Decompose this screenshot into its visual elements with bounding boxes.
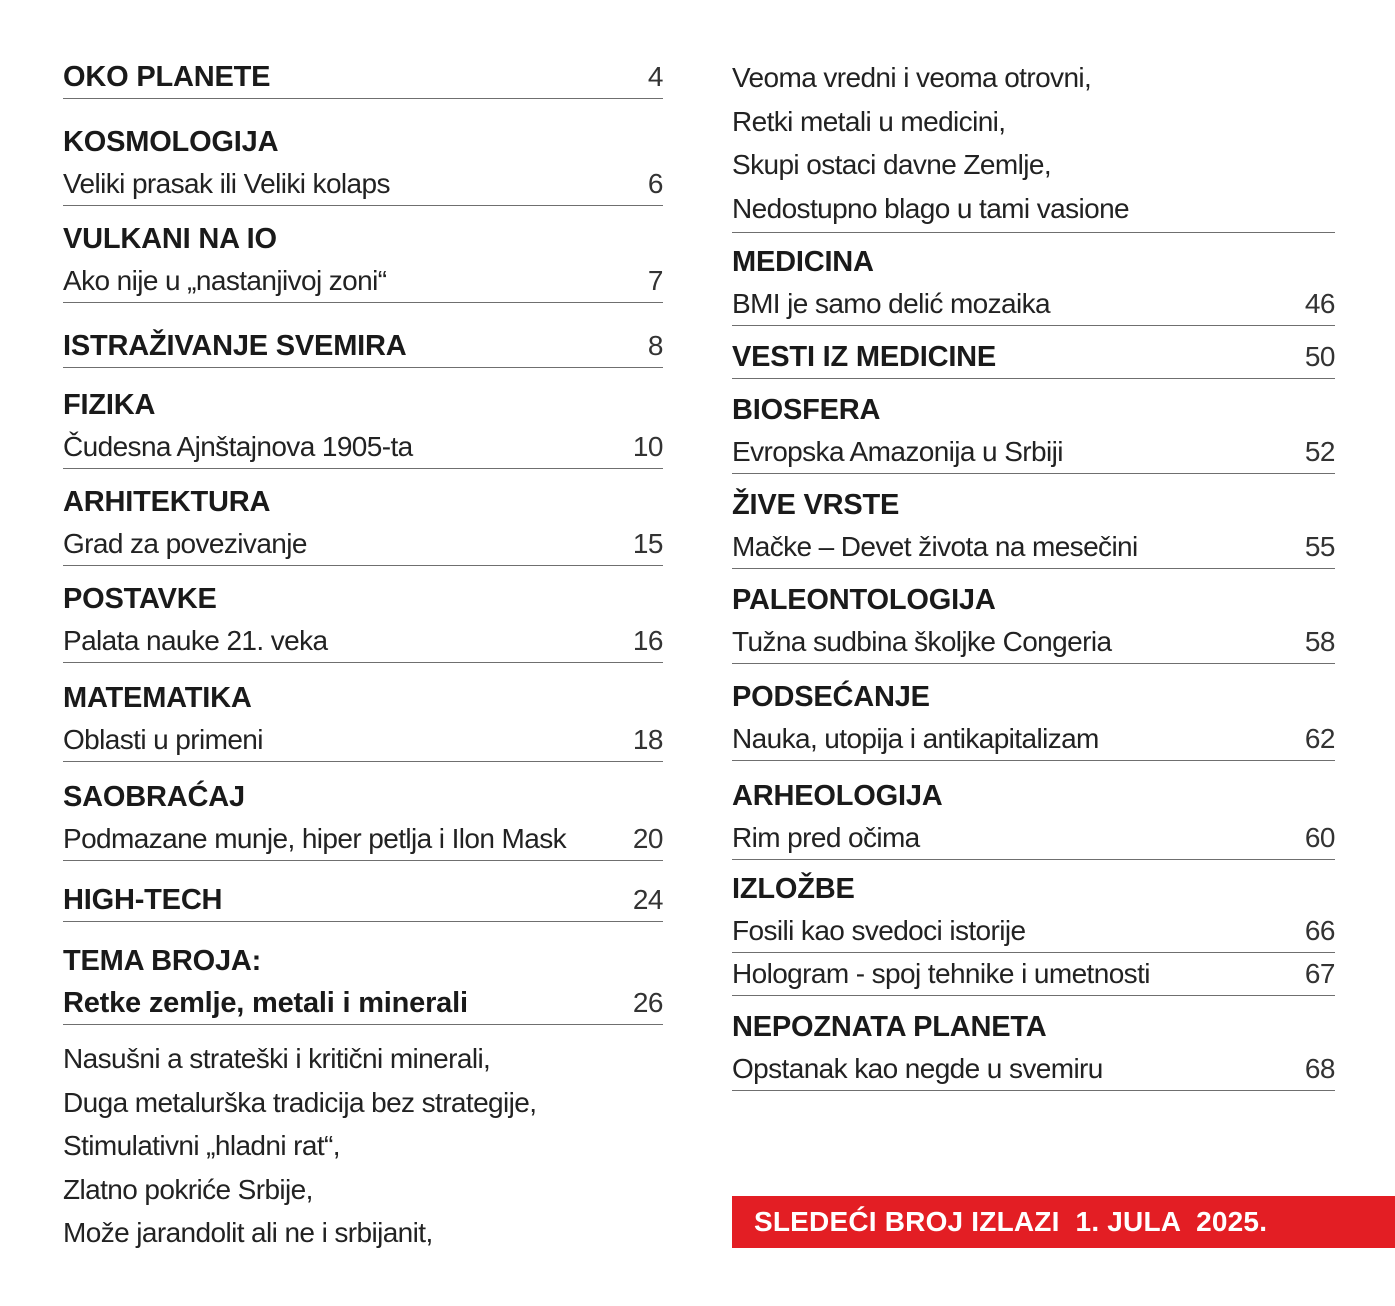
toc-section[interactable] — [732, 775, 1335, 860]
tema-article[interactable]: Stimulativni „hladni rat“, — [63, 1130, 340, 1161]
toc-section[interactable] — [63, 218, 663, 303]
tema-article-list — [63, 1037, 663, 1255]
page-number: 46 — [1304, 288, 1335, 319]
toc-right-column — [732, 56, 1335, 1091]
article-title: Veliki prasak ili Veliki kolaps — [63, 168, 390, 199]
toc-section[interactable] — [63, 879, 663, 922]
page-number: 26 — [632, 987, 663, 1018]
page-number: 16 — [632, 625, 663, 656]
section-title: ŽIVE VRSTE — [732, 489, 900, 521]
page-number: 18 — [632, 724, 663, 755]
section-title: POSTAVKE — [63, 583, 217, 615]
page-number: 55 — [1304, 531, 1335, 562]
article-title: Rim pred očima — [732, 822, 920, 853]
article-title: Tužna sudbina školjke Congeria — [732, 626, 1112, 657]
section-title: MATEMATIKA — [63, 682, 252, 714]
article-title: Evropska Amazonija u Srbiji — [732, 436, 1063, 467]
toc-left-column — [63, 56, 663, 1255]
article-title: BMI je samo delić mozaika — [732, 288, 1051, 319]
article-title: Oblasti u primeni — [63, 724, 263, 755]
page-number: 7 — [647, 265, 663, 296]
toc-section[interactable] — [63, 481, 663, 566]
section-title: IZLOŽBE — [732, 873, 855, 905]
article-title: Grad za povezivanje — [63, 528, 307, 559]
tema-article[interactable]: Veoma vredni i veoma otrovni, — [732, 62, 1092, 93]
page-number: 52 — [1304, 436, 1335, 467]
page-number: 20 — [632, 823, 663, 854]
section-title: OKO PLANETE — [63, 61, 271, 93]
page-number: 10 — [632, 431, 663, 462]
page-number: 50 — [1304, 341, 1335, 372]
page-number: 15 — [632, 528, 663, 559]
article-title: Čudesna Ajnštajnova 1905-ta — [63, 431, 413, 462]
section-title: HIGH-TECH — [63, 884, 223, 916]
toc-section-izlozbe[interactable] — [732, 868, 1335, 996]
article-title: Hologram - spoj tehnike i umetnosti — [732, 958, 1150, 989]
section-title: VESTI IZ MEDICINE — [732, 341, 997, 373]
toc-section[interactable] — [732, 676, 1335, 761]
next-issue-banner: SLEDEĆI BROJ IZLAZI 1. JULA 2025. — [732, 1196, 1395, 1248]
page-number: 58 — [1304, 626, 1335, 657]
tema-article[interactable]: Retki metali u medicini, — [732, 105, 1006, 137]
toc-section[interactable] — [732, 579, 1335, 664]
section-title: TEMA BROJA: — [63, 945, 262, 977]
toc-section[interactable] — [732, 1006, 1335, 1091]
toc-section[interactable] — [63, 56, 663, 99]
section-title: KOSMOLOGIJA — [63, 126, 279, 158]
page-number: 6 — [647, 168, 663, 199]
section-title: SAOBRAĆAJ — [63, 781, 245, 813]
article-title: Mačke – Devet života na mesečini — [732, 531, 1138, 562]
tema-article[interactable]: Skupi ostaci davne Zemlje, — [732, 149, 1052, 180]
section-title: MEDICINA — [732, 246, 874, 278]
section-title: ARHITEKTURA — [63, 486, 271, 518]
toc-section[interactable] — [732, 389, 1335, 474]
tema-subtitle: Retke zemlje, metali i minerali — [63, 987, 468, 1019]
toc-section[interactable] — [63, 121, 663, 206]
toc-section[interactable] — [63, 776, 663, 861]
page-number: 68 — [1304, 1053, 1335, 1084]
article-title: Podmazane munje, hiper petlja i Ilon Mask — [63, 823, 567, 854]
page-number: 62 — [1304, 723, 1335, 754]
page-number: 60 — [1304, 822, 1335, 853]
page-number: 67 — [1304, 958, 1335, 989]
tema-article-list-continued — [732, 56, 1335, 233]
toc-section[interactable] — [63, 578, 663, 663]
article-title: Nauka, utopija i antikapitalizam — [732, 723, 1099, 754]
section-title: BIOSFERA — [732, 394, 881, 426]
tema-broja-section[interactable] — [63, 940, 663, 1025]
section-title: NEPOZNATA PLANETA — [732, 1011, 1047, 1043]
article-title: Fosili kao svedoci istorije — [732, 915, 1026, 946]
section-title: PALEONTOLOGIJA — [732, 584, 996, 616]
page-number: 24 — [632, 884, 663, 915]
toc-section[interactable] — [63, 384, 663, 469]
toc-section[interactable] — [732, 241, 1335, 326]
page-number: 66 — [1304, 915, 1335, 946]
tema-article[interactable]: Može jarandolit ali ne i srbijanit, — [63, 1217, 433, 1248]
section-title: ARHEOLOGIJA — [732, 780, 943, 812]
section-title: PODSEĆANJE — [732, 681, 930, 713]
tema-article[interactable]: Duga metalurška tradicija bez strategije, — [63, 1086, 537, 1118]
toc-section[interactable] — [63, 325, 663, 368]
page-number: 4 — [647, 61, 663, 92]
toc-section[interactable] — [732, 336, 1335, 379]
page-number: 8 — [647, 330, 663, 361]
article-title: Palata nauke 21. veka — [63, 625, 328, 656]
section-title: FIZIKA — [63, 389, 156, 421]
tema-article[interactable]: Nedostupno blago u tami vasione — [732, 192, 1130, 224]
toc-section[interactable] — [63, 677, 663, 762]
tema-article[interactable]: Zlatno pokriće Srbije, — [63, 1173, 313, 1205]
section-title: ISTRAŽIVANJE SVEMIRA — [63, 330, 407, 362]
article-title: Ako nije u „nastanjivoj zoni“ — [63, 265, 387, 296]
article-title: Opstanak kao negde u svemiru — [732, 1053, 1103, 1084]
tema-article[interactable]: Nasušni a strateški i kritični minerali, — [63, 1043, 491, 1074]
section-title: VULKANI NA IO — [63, 223, 277, 255]
toc-section[interactable] — [732, 484, 1335, 569]
